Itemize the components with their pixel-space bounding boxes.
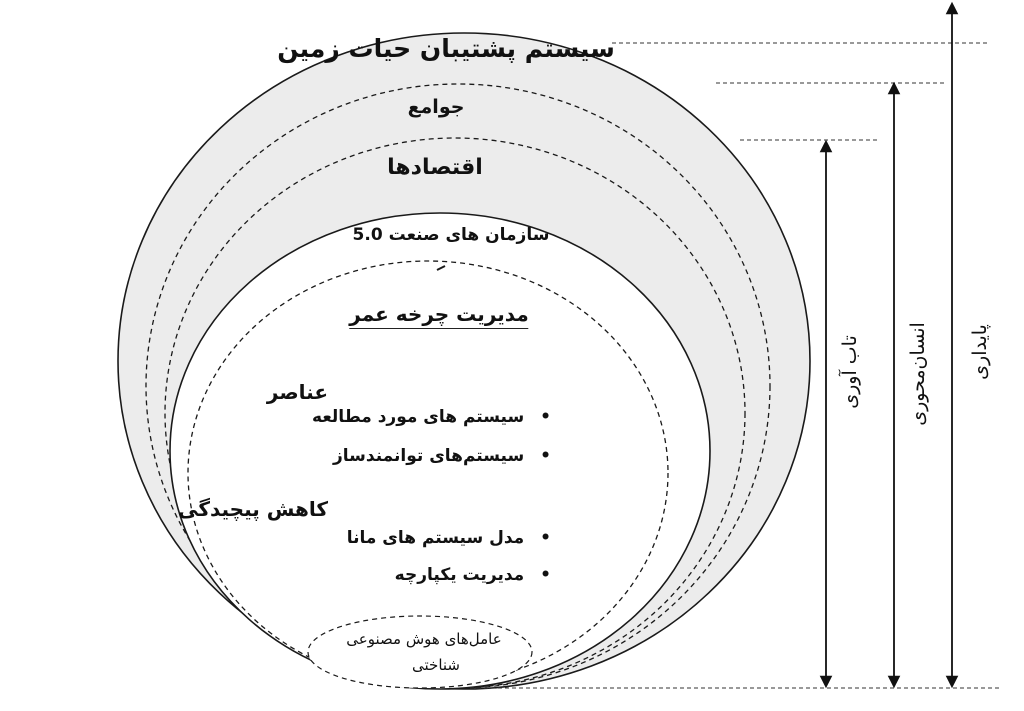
elements-item-1-text: سیستم های مورد مطالعه bbox=[312, 407, 525, 427]
complexity-item-1 bbox=[347, 528, 551, 548]
elements-item-2-text: سیستم‌های توانمندساز bbox=[333, 446, 525, 466]
complexity-heading: کاهش پیچیدگی bbox=[178, 497, 328, 521]
bullet-icon: • bbox=[540, 565, 551, 585]
ring-ai-agents bbox=[308, 616, 532, 688]
label-resilience: تاب آوری bbox=[839, 335, 861, 409]
complexity-item-2-text: مدیریت یکپارچه bbox=[394, 565, 525, 585]
label-human-centric: انسان‌محوری bbox=[907, 322, 929, 426]
elements-heading: عناصر bbox=[266, 380, 328, 404]
ai-agents-line2: شناختی bbox=[412, 656, 460, 674]
complexity-item-1-text: مدل سیستم های مانا bbox=[346, 528, 525, 548]
ai-agents-line1: عامل‌های هوش مصنوعی bbox=[346, 630, 502, 648]
label-sustainability: پایداری bbox=[969, 324, 991, 380]
bullet-icon: • bbox=[540, 528, 551, 548]
complexity-item-2 bbox=[395, 565, 551, 585]
label-lifecycle: مدیریت چرخه عمر bbox=[349, 302, 528, 329]
label-life-support: سیستم پشتیبان حیات زمین bbox=[277, 34, 615, 63]
label-societies: جوامع bbox=[407, 96, 465, 118]
label-industry-orgs: سازمان های صنعت 5.0 bbox=[352, 225, 550, 245]
bullet-icon: • bbox=[540, 407, 551, 427]
elements-item-2 bbox=[333, 446, 551, 466]
bullet-icon: • bbox=[540, 446, 551, 466]
label-economies: اقتصادها bbox=[387, 155, 483, 180]
elements-item-1 bbox=[312, 407, 551, 427]
